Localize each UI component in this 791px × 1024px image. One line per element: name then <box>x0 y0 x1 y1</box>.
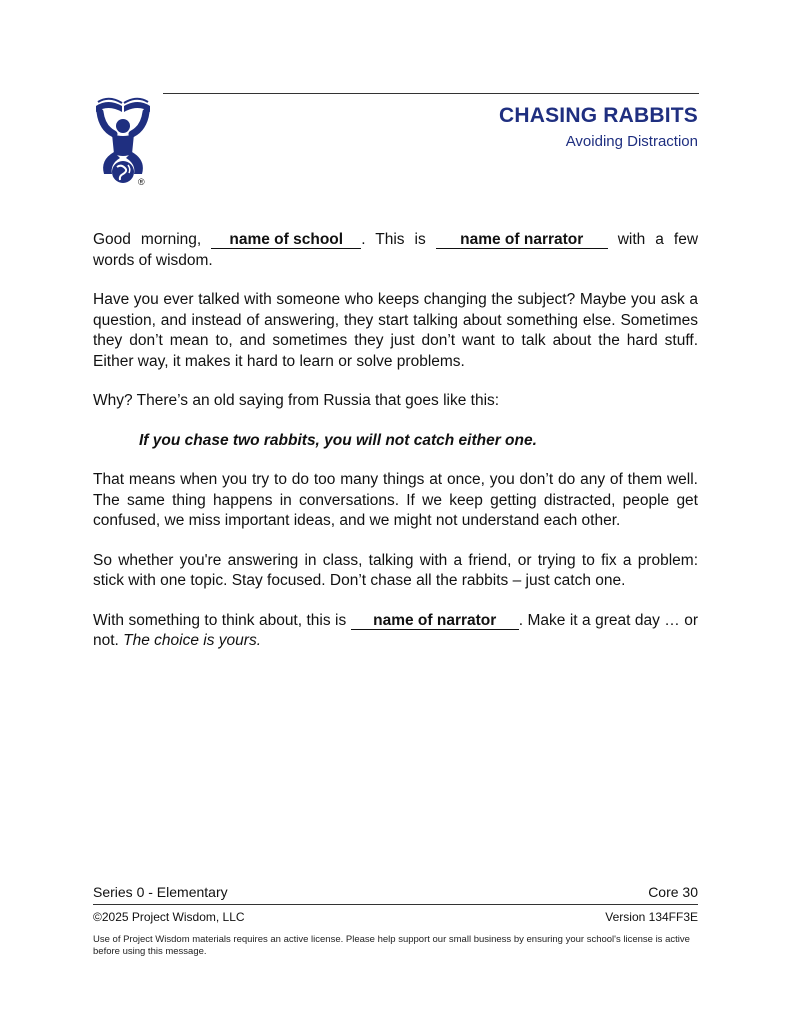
footer-copyright-row <box>93 910 698 924</box>
registered-mark: ® <box>138 177 145 187</box>
core-label: Core 30 <box>648 884 698 900</box>
header-divider <box>163 93 699 94</box>
version-text: Version 134FF3E <box>605 910 698 924</box>
project-wisdom-logo <box>92 94 154 190</box>
reader-lifting-book-logo-icon <box>92 94 154 190</box>
footer-series-row <box>93 884 698 900</box>
closing-paragraph: With something to think about, this is name of narrator . Make it a great day … or not. The choice is yours. <box>93 611 699 649</box>
footer-divider <box>93 904 698 905</box>
paragraph-5: So whether you're answering in class, talking with a friend, or trying to fix a problem: stick with one topic. Stay focused. Don’t chase all the rabbits – just catch one. <box>93 551 698 589</box>
narrator-name-blank-closing: name of narrator <box>351 611 519 630</box>
paragraph-2: Have you ever talked with someone who keeps changing the subject? Maybe you ask a question, and instead of answering, they start talking about something else. Sometimes they don’t mean to, and sometimes they just don’t want to talk about the hard stuff. Either way, it makes it hard to learn or solve problems. <box>93 291 698 370</box>
paragraph-4: That means when you try to do too many things at once, you don’t do any of them well. The same thing happens in conversations. If we keep getting distracted, people get confused, we miss important ideas, and we might not understand each other. <box>93 471 698 529</box>
narrator-name-blank: name of narrator <box>436 230 608 249</box>
school-name-blank: name of school <box>211 230 361 249</box>
paragraph-3: Why? There’s an old saying from Russia that goes like this: <box>93 392 500 409</box>
choice-tagline: The choice is yours. <box>123 632 262 649</box>
page-subtitle: Avoiding Distraction <box>565 133 698 150</box>
series-label: Series 0 - Elementary <box>93 884 228 900</box>
greeting-paragraph: Good morning, name of school . This is name of narrator with a few words of wisdom. <box>93 231 699 269</box>
license-note: Use of Project Wisdom materials requires an active license. Please help support our small business by ensuring your school's license is active before using this message. <box>93 934 690 957</box>
russian-saying-quote: If you chase two rabbits, you will not catch either one. <box>139 431 537 449</box>
message-body <box>93 230 698 671</box>
copyright-text: ©2025 Project Wisdom, LLC <box>93 910 245 924</box>
page-title: CHASING RABBITS <box>498 104 698 127</box>
